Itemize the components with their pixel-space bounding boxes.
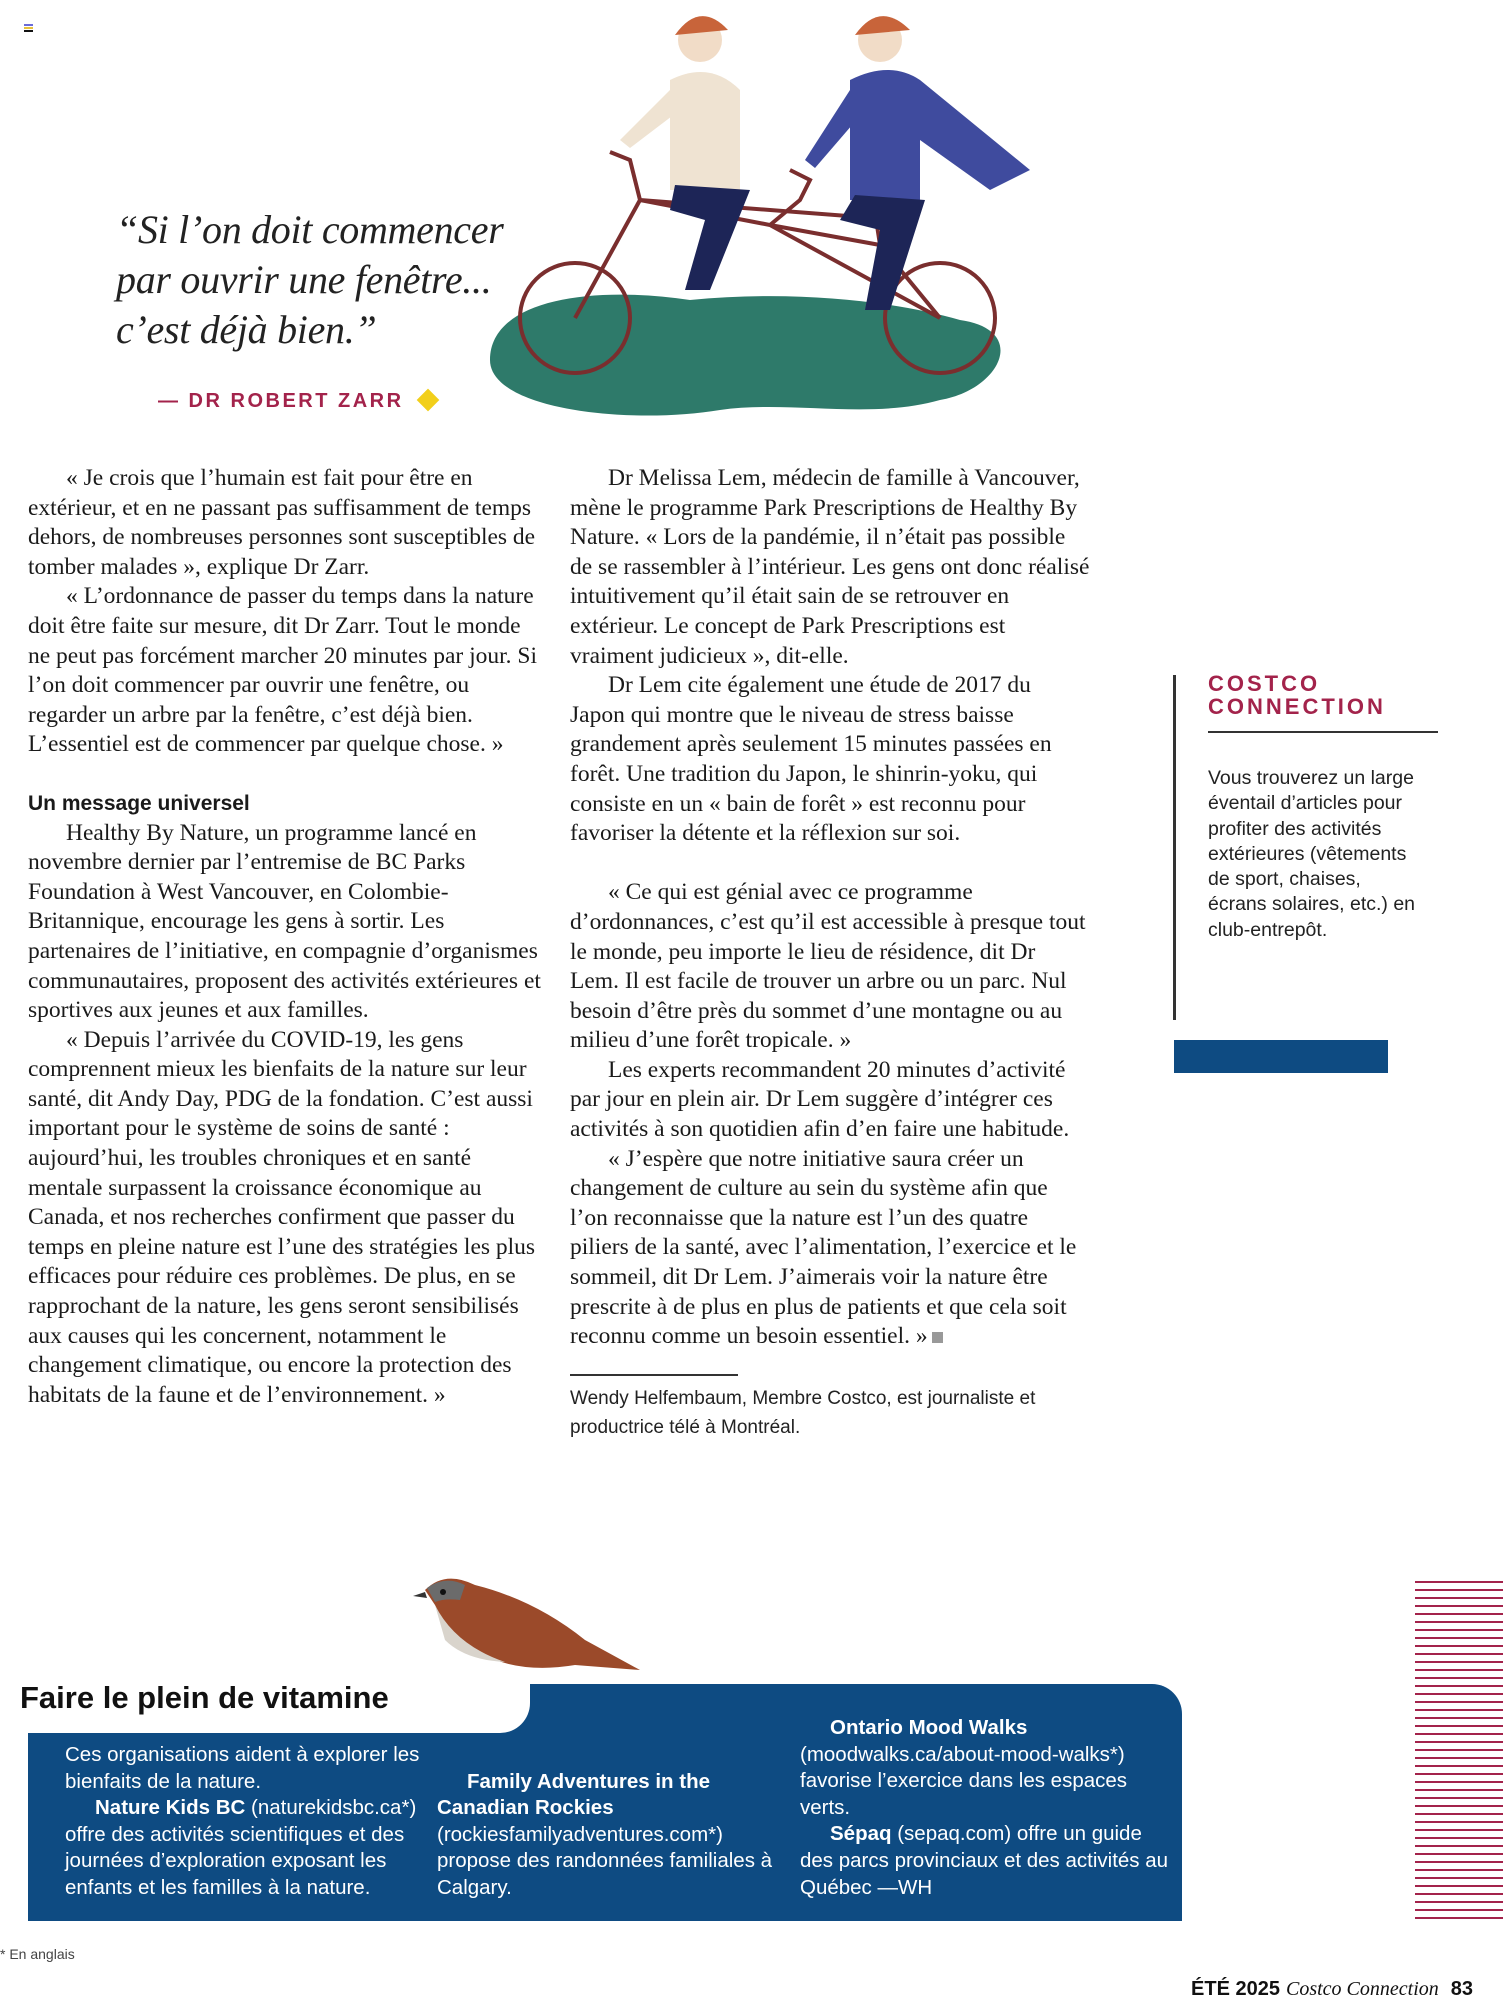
pull-quote-line: c’est déjà bien.” bbox=[116, 307, 377, 352]
resource-desc: (rockiesfamilyadventures.com*) propose des randonnées familiales à Calgary. bbox=[437, 1822, 773, 1899]
footnote: * En anglais bbox=[0, 1946, 75, 1962]
paragraph: « Ce qui est génial avec ce programme d’ordonnances, c’est qu’il est accessible à presque tout le monde, peu importe le lieu de résidence, dit Dr Lem. Il est facile de trouver un arbre ou un parc. Nul besoin d’être près du sommet d’une montagne ou au milieu d’une forêt tropicale. » bbox=[570, 879, 1086, 1054]
sidebar-title bbox=[1208, 672, 1386, 718]
issue-season: ÉTÉ 2025 bbox=[1191, 1978, 1280, 2000]
resource-name: Sépaq bbox=[830, 1822, 892, 1846]
resource-item bbox=[65, 1795, 425, 1901]
page-number: 83 bbox=[1450, 1978, 1473, 2000]
resource-desc: (moodwalks.ca/about-mood-walks*) favorise l’exercice dans les espaces verts. bbox=[800, 1742, 1128, 1819]
resource-name: Nature Kids BC bbox=[95, 1796, 246, 1820]
tandem-bike-illustration bbox=[470, 0, 1110, 430]
sidebar-title-line: CONNECTION bbox=[1208, 694, 1386, 719]
pull-quote bbox=[116, 205, 503, 355]
author-byline: Wendy Helfembaum, Membre Costco, est journaliste et productrice télé à Montréal. bbox=[570, 1387, 1036, 1438]
resource-item bbox=[437, 1769, 792, 1902]
sidebar-divider bbox=[1173, 675, 1176, 1020]
magazine-name: Costco Connection bbox=[1285, 1978, 1439, 2000]
resource-column bbox=[437, 1742, 792, 1902]
decorative-stripes bbox=[1415, 1575, 1503, 1920]
sidebar-rule bbox=[1208, 731, 1438, 733]
page-footer bbox=[1191, 1978, 1473, 2001]
sidebar-text: Vous trouverez un large éventail d’articles pour profiter des activités extérieures (vêtements de sport, chaises, écrans solaires, etc.) en club-entrepôt. bbox=[1208, 767, 1416, 941]
paragraph: Les experts recommandent 20 minutes d’activité par jour en plein air. Dr Lem suggère d’intégrer ces activités à son quotidien afin d’en faire une habitude. bbox=[570, 1056, 1070, 1143]
resource-intro: Ces organisations aident à explorer les bienfaits de la nature. bbox=[65, 1743, 420, 1793]
paragraph: Healthy By Nature, un programme lancé en novembre dernier par l’entremise de BC Parks Foundation à West Vancouver, en Colombie-Britannique, encourage les gens à sortir. Les partenaires de l’initiative, en compagnie d’organismes communautaires, proposent des activités extérieures et sportives aux jeunes et aux familles. bbox=[28, 819, 541, 1024]
sidebar-blue-bar bbox=[1174, 1040, 1388, 1073]
subheading: Un message universel bbox=[28, 791, 250, 815]
article-column-1 bbox=[28, 464, 548, 1410]
byline-divider bbox=[570, 1374, 738, 1376]
paragraph: Dr Lem cite également une étude de 2017 du Japon qui montre que le niveau de stress baisse grandement après seulement 15 minutes passées en forêt. Une tradition du Japon, le shinrin-yoku, qui consiste en un « bain de forêt » est reconnu pour favoriser la détente et la réflexion sur soi. bbox=[570, 672, 1052, 847]
resource-name: Family Adventures in the Canadian Rockies bbox=[437, 1769, 711, 1820]
resource-column bbox=[800, 1715, 1175, 1901]
color-flag-icon bbox=[24, 24, 33, 32]
article-column-2 bbox=[570, 464, 1090, 1442]
pull-quote-line: par ouvrir une fenêtre... bbox=[116, 257, 492, 302]
resource-item bbox=[800, 1715, 1175, 1821]
quote-attribution: — DR ROBERT ZARR bbox=[158, 390, 404, 412]
resource-desc: (sepaq.com) offre un guide des parcs provinciaux et des activités au Québec —WH bbox=[800, 1822, 1169, 1899]
pull-quote-line: “Si l’on doit commencer bbox=[116, 207, 504, 252]
paragraph-last bbox=[570, 1145, 1090, 1352]
paragraph: « Je crois que l’humain est fait pour être en extérieur, et en ne passant pas suffisamment de temps dehors, de nombreuses personnes sont susceptibles de tomber malades », explique Dr Zarr. bbox=[28, 465, 536, 580]
paragraph: « L’ordonnance de passer du temps dans la nature doit être faite sur mesure, dit Dr Zarr. Tout le monde ne peut pas forcément marcher 20 minutes par jour. Si l’on doit commencer par ouvrir une fenêtre, ou regarder un arbre par la fenêtre, c’est déjà bien. L’essentiel est de commencer par quelque chose. » bbox=[28, 583, 538, 758]
sidebar-title-line: COSTCO bbox=[1208, 671, 1321, 696]
resource-desc: (naturekidsbc.ca*) offre des activités scientifiques et des journées d’exploration exposant les enfants et les familles à la nature. bbox=[65, 1796, 417, 1899]
paragraph-text: « J’espère que notre initiative saura créer un changement de culture au sein du système afin que l’on reconnaisse que la nature est l’un des quatre piliers de la santé, avec l’alimentation, l’exercice et le sommeil, dit Dr Lem. J’aimerais voir la nature être prescrite à de plus en plus de patients et que cela soit reconnu comme un besoin essentiel. » bbox=[570, 1145, 1077, 1350]
paragraph: « Depuis l’arrivée du COVID-19, les gens comprennent mieux les bienfaits de la nature sur leur santé, dit Andy Day, PDG de la fondation. C’est aussi important pour le système de soins de santé : aujourd’hui, les troubles chroniques et en santé mentale surpassent la croissance économique au Canada, et nos recherches confirment que passer du temps en pleine nature est l’une des stratégies les plus efficaces pour réduire ces problèmes. De plus, en se rapprochant de la nature, les gens seront sensibilisés aux causes qui les concernent, notamment le changement climatique, ou encore la protection des habitats de la faune et de l’environnement. » bbox=[28, 1026, 536, 1408]
paragraph: Dr Melissa Lem, médecin de famille à Vancouver, mène le programme Park Prescriptions de Healthy By Nature. « Lors de la pandémie, il n’était pas possible de se rassembler à l’intérieur. Les gens ont donc réalisé intuitivement qu’il était sain de se retrouver en extérieur. Le concept de Park Prescriptions est vraiment judicieux », dit-elle. bbox=[570, 465, 1090, 669]
resource-box-title: Faire le plein de vitamine bbox=[20, 1680, 389, 1715]
sparrow-illustration bbox=[405, 1570, 645, 1680]
resource-name: Ontario Mood Walks bbox=[830, 1716, 1028, 1739]
resource-item bbox=[800, 1821, 1175, 1901]
resource-column bbox=[65, 1742, 425, 1902]
end-mark-icon bbox=[932, 1332, 943, 1343]
diamond-icon bbox=[417, 389, 440, 412]
